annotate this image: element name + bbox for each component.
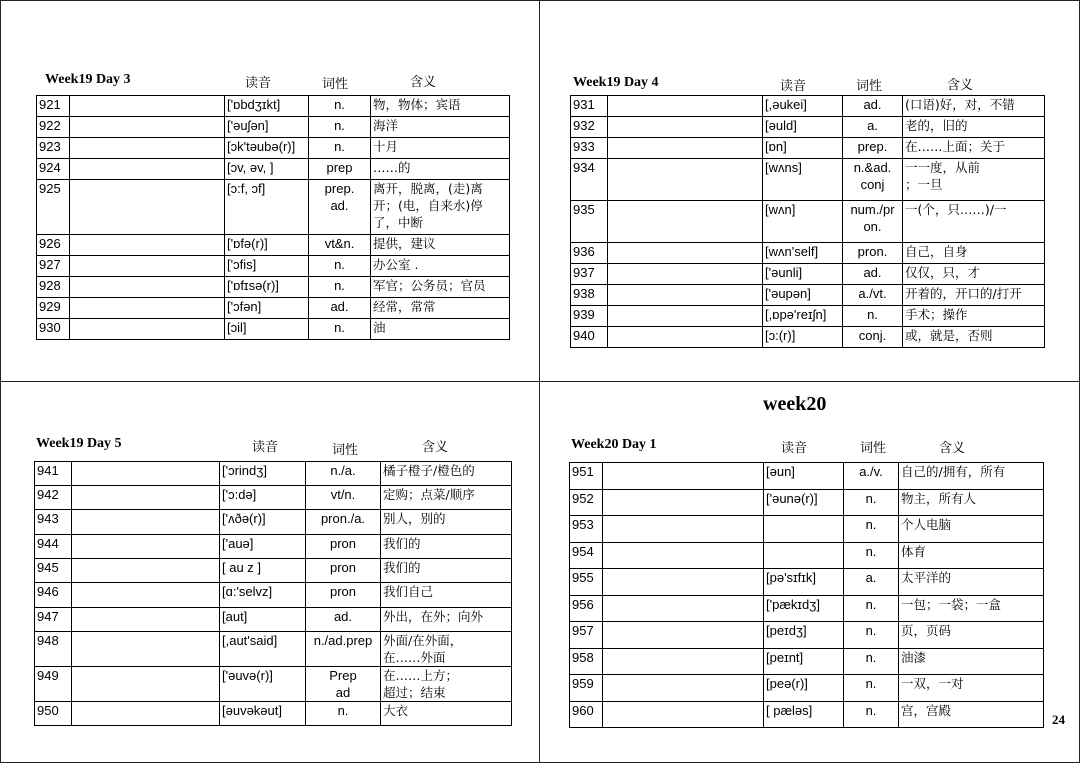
meaning-cell: 办公室 . bbox=[371, 256, 510, 277]
word-cell bbox=[603, 490, 764, 516]
header-meaning: 含义 bbox=[947, 78, 974, 93]
meaning-cell: 离开，脱离，(走)离 开；(电，自来水)停 了，中断 bbox=[371, 180, 510, 235]
meaning-cell: 油漆 bbox=[899, 649, 1044, 675]
meaning-cell: 经常，常常 bbox=[371, 298, 510, 319]
meaning-cell: 我们的 bbox=[381, 559, 512, 583]
part-of-speech-cell: n. bbox=[309, 117, 371, 138]
pronunciation-cell: [wʌn] bbox=[763, 201, 843, 243]
word-cell bbox=[70, 235, 225, 256]
pronunciation-cell: [ɔil] bbox=[225, 319, 309, 340]
meaning-cell: 十月 bbox=[371, 138, 510, 159]
part-of-speech-cell: n.&ad. conj bbox=[843, 159, 903, 201]
panel-title-week20-day1: Week20 Day 1 bbox=[571, 437, 657, 452]
word-cell bbox=[70, 256, 225, 277]
table-row bbox=[35, 462, 512, 486]
part-of-speech-cell: n. bbox=[844, 622, 899, 649]
part-of-speech-cell: n. bbox=[309, 277, 371, 298]
table-row bbox=[35, 583, 512, 608]
pronunciation-cell: ['əuʃən] bbox=[225, 117, 309, 138]
meaning-cell: 手术；操作 bbox=[903, 306, 1045, 327]
word-number: 925 bbox=[37, 180, 70, 235]
part-of-speech-cell: n. bbox=[309, 319, 371, 340]
word-cell bbox=[608, 243, 763, 264]
part-of-speech-cell: n./a. bbox=[306, 462, 381, 486]
word-cell bbox=[603, 463, 764, 490]
word-number: 956 bbox=[570, 596, 603, 622]
word-number: 951 bbox=[570, 463, 603, 490]
table-row bbox=[570, 596, 1044, 622]
table-row bbox=[37, 319, 510, 340]
word-number: 952 bbox=[570, 490, 603, 516]
word-number: 954 bbox=[570, 543, 603, 569]
word-cell bbox=[70, 319, 225, 340]
word-cell bbox=[70, 277, 225, 298]
word-cell bbox=[603, 569, 764, 596]
meaning-cell: 一双，一对 bbox=[899, 675, 1044, 702]
header-pos: 词性 bbox=[322, 77, 349, 92]
table-row bbox=[571, 327, 1045, 348]
table-row bbox=[570, 675, 1044, 702]
meaning-cell: 老的，旧的 bbox=[903, 117, 1045, 138]
table-row bbox=[571, 138, 1045, 159]
table-row bbox=[37, 96, 510, 117]
pronunciation-cell: ['ɔfən] bbox=[225, 298, 309, 319]
word-number: 942 bbox=[35, 486, 72, 510]
meaning-cell: 定购；点菜/顺序 bbox=[381, 486, 512, 510]
meaning-cell: 体育 bbox=[899, 543, 1044, 569]
word-number: 934 bbox=[571, 159, 608, 201]
word-number: 933 bbox=[571, 138, 608, 159]
word-cell bbox=[603, 675, 764, 702]
meaning-cell: 页，页码 bbox=[899, 622, 1044, 649]
word-number: 930 bbox=[37, 319, 70, 340]
part-of-speech-cell: n. bbox=[844, 543, 899, 569]
header-pos: 词性 bbox=[332, 443, 359, 458]
word-number: 957 bbox=[570, 622, 603, 649]
word-number: 921 bbox=[37, 96, 70, 117]
vocab-table-week20-day1 bbox=[569, 462, 1044, 728]
word-number: 940 bbox=[571, 327, 608, 348]
table-row bbox=[37, 277, 510, 298]
table-row bbox=[35, 510, 512, 535]
word-number: 939 bbox=[571, 306, 608, 327]
meaning-cell: 一包；一袋；一盒 bbox=[899, 596, 1044, 622]
table-row bbox=[570, 516, 1044, 543]
pronunciation-cell: [ pæləs] bbox=[764, 702, 844, 728]
word-cell bbox=[603, 649, 764, 675]
word-cell bbox=[70, 159, 225, 180]
meaning-cell: (口语)好，对，不错 bbox=[903, 96, 1045, 117]
word-cell bbox=[608, 285, 763, 306]
word-cell bbox=[70, 96, 225, 117]
meaning-cell: 外面/在外面， 在……外面 bbox=[381, 632, 512, 667]
table-row bbox=[570, 490, 1044, 516]
part-of-speech-cell: ad. bbox=[309, 298, 371, 319]
meaning-cell: 大衣 bbox=[381, 702, 512, 726]
meaning-cell: 别人，别的 bbox=[381, 510, 512, 535]
meaning-cell: 油 bbox=[371, 319, 510, 340]
table-row bbox=[37, 298, 510, 319]
header-reading: 读音 bbox=[781, 441, 808, 456]
part-of-speech-cell: ad. bbox=[843, 96, 903, 117]
part-of-speech-cell: n. bbox=[844, 702, 899, 728]
part-of-speech-cell: n. bbox=[309, 138, 371, 159]
panel-title-week19-day4: Week19 Day 4 bbox=[573, 75, 659, 90]
meaning-cell: 自己的/拥有，所有 bbox=[899, 463, 1044, 490]
word-cell bbox=[608, 327, 763, 348]
meaning-cell: 军官；公务员；官员 bbox=[371, 277, 510, 298]
part-of-speech-cell: prep bbox=[309, 159, 371, 180]
vocab-table-week19-day3 bbox=[36, 95, 510, 340]
pronunciation-cell: [ɔ:f, ɔf] bbox=[225, 180, 309, 235]
meaning-cell: 在……上面；关于 bbox=[903, 138, 1045, 159]
pronunciation-cell: [,əukei] bbox=[763, 96, 843, 117]
header-pos: 词性 bbox=[856, 79, 883, 94]
word-number: 959 bbox=[570, 675, 603, 702]
meaning-cell: 物，物体；宾语 bbox=[371, 96, 510, 117]
part-of-speech-cell: n./ad.prep bbox=[306, 632, 381, 667]
word-number: 938 bbox=[571, 285, 608, 306]
part-of-speech-cell: pron bbox=[306, 535, 381, 559]
word-cell bbox=[603, 622, 764, 649]
part-of-speech-cell: a. bbox=[844, 569, 899, 596]
word-number: 941 bbox=[35, 462, 72, 486]
vocab-table-week19-day5 bbox=[34, 461, 512, 726]
part-of-speech-cell: conj. bbox=[843, 327, 903, 348]
word-cell bbox=[70, 180, 225, 235]
word-cell bbox=[72, 486, 220, 510]
word-cell bbox=[603, 596, 764, 622]
word-number: 927 bbox=[37, 256, 70, 277]
part-of-speech-cell: n. bbox=[844, 675, 899, 702]
pronunciation-cell: [peə(r)] bbox=[764, 675, 844, 702]
pronunciation-cell: ['əuvə(r)] bbox=[220, 667, 306, 702]
table-row bbox=[571, 117, 1045, 138]
word-number: 960 bbox=[570, 702, 603, 728]
word-number: 948 bbox=[35, 632, 72, 667]
table-row bbox=[35, 702, 512, 726]
pronunciation-cell: [ɔk'təubə(r)] bbox=[225, 138, 309, 159]
table-row bbox=[35, 535, 512, 559]
meaning-cell: 宫，宫殿 bbox=[899, 702, 1044, 728]
pronunciation-cell: [ɔv, əv, ] bbox=[225, 159, 309, 180]
word-number: 922 bbox=[37, 117, 70, 138]
word-cell bbox=[608, 201, 763, 243]
part-of-speech-cell: n. bbox=[844, 649, 899, 675]
pronunciation-cell: ['ɔfis] bbox=[225, 256, 309, 277]
word-number: 958 bbox=[570, 649, 603, 675]
part-of-speech-cell: a. bbox=[843, 117, 903, 138]
word-number: 953 bbox=[570, 516, 603, 543]
word-cell bbox=[72, 702, 220, 726]
word-cell bbox=[608, 306, 763, 327]
table-row bbox=[37, 256, 510, 277]
pronunciation-cell: [əuld] bbox=[763, 117, 843, 138]
pronunciation-cell bbox=[764, 543, 844, 569]
meaning-cell: 我们的 bbox=[381, 535, 512, 559]
pronunciation-cell: [wʌns] bbox=[763, 159, 843, 201]
pronunciation-cell: ['əunli] bbox=[763, 264, 843, 285]
meaning-cell: 海洋 bbox=[371, 117, 510, 138]
meaning-cell: 个人电脑 bbox=[899, 516, 1044, 543]
meaning-cell: ……的 bbox=[371, 159, 510, 180]
pronunciation-cell: ['əunə(r)] bbox=[764, 490, 844, 516]
table-row bbox=[37, 180, 510, 235]
word-cell bbox=[72, 632, 220, 667]
pronunciation-cell: [ɑ:'selvz] bbox=[220, 583, 306, 608]
word-number: 926 bbox=[37, 235, 70, 256]
word-cell bbox=[603, 702, 764, 728]
part-of-speech-cell: n. bbox=[309, 256, 371, 277]
header-reading: 读音 bbox=[780, 79, 807, 94]
panel-title-week19-day3: Week19 Day 3 bbox=[45, 72, 131, 87]
pronunciation-cell: ['ɒfɪsə(r)] bbox=[225, 277, 309, 298]
pronunciation-cell: [peɪnt] bbox=[764, 649, 844, 675]
table-row bbox=[37, 159, 510, 180]
table-row bbox=[35, 667, 512, 702]
pronunciation-cell: ['əupən] bbox=[763, 285, 843, 306]
part-of-speech-cell: n. bbox=[844, 516, 899, 543]
page-number: 24 bbox=[1052, 712, 1065, 727]
word-number: 923 bbox=[37, 138, 70, 159]
word-number: 947 bbox=[35, 608, 72, 632]
part-of-speech-cell: num./pr on. bbox=[843, 201, 903, 243]
pronunciation-cell: ['ʌðə(r)] bbox=[220, 510, 306, 535]
pronunciation-cell: ['ɒbdʒɪkt] bbox=[225, 96, 309, 117]
table-row bbox=[37, 138, 510, 159]
word-number: 924 bbox=[37, 159, 70, 180]
word-cell bbox=[608, 138, 763, 159]
meaning-cell: 开着的，开口的/打开 bbox=[903, 285, 1045, 306]
pronunciation-cell: [ au z ] bbox=[220, 559, 306, 583]
word-cell bbox=[72, 462, 220, 486]
word-cell bbox=[608, 96, 763, 117]
pronunciation-cell: [aut] bbox=[220, 608, 306, 632]
pronunciation-cell: [,ɒpə'reɪʃn] bbox=[763, 306, 843, 327]
part-of-speech-cell: vt&n. bbox=[309, 235, 371, 256]
table-row bbox=[570, 649, 1044, 675]
pronunciation-cell: [əuvəkəut] bbox=[220, 702, 306, 726]
part-of-speech-cell: ad. bbox=[843, 264, 903, 285]
word-number: 946 bbox=[35, 583, 72, 608]
header-meaning: 含义 bbox=[410, 75, 437, 90]
table-row bbox=[570, 569, 1044, 596]
word-cell bbox=[608, 264, 763, 285]
part-of-speech-cell: pron bbox=[306, 583, 381, 608]
table-row bbox=[571, 243, 1045, 264]
word-number: 937 bbox=[571, 264, 608, 285]
part-of-speech-cell: pron./a. bbox=[306, 510, 381, 535]
word-number: 936 bbox=[571, 243, 608, 264]
pronunciation-cell: ['ɒfə(r)] bbox=[225, 235, 309, 256]
part-of-speech-cell: pron bbox=[306, 559, 381, 583]
table-row bbox=[571, 201, 1045, 243]
header-reading: 读音 bbox=[252, 440, 279, 455]
part-of-speech-cell: n. bbox=[843, 306, 903, 327]
word-number: 929 bbox=[37, 298, 70, 319]
part-of-speech-cell: pron. bbox=[843, 243, 903, 264]
word-cell bbox=[72, 667, 220, 702]
word-cell bbox=[603, 543, 764, 569]
meaning-cell: 提供，建议 bbox=[371, 235, 510, 256]
meaning-cell: 一一度，从前 ；一旦 bbox=[903, 159, 1045, 201]
meaning-cell: 太平洋的 bbox=[899, 569, 1044, 596]
header-meaning: 含义 bbox=[939, 441, 966, 456]
table-row bbox=[37, 117, 510, 138]
meaning-cell: 橘子橙子/橙色的 bbox=[381, 462, 512, 486]
table-row bbox=[571, 306, 1045, 327]
part-of-speech-cell: n. bbox=[309, 96, 371, 117]
part-of-speech-cell: Prep ad bbox=[306, 667, 381, 702]
pronunciation-cell: [ɒn] bbox=[763, 138, 843, 159]
word-cell bbox=[72, 510, 220, 535]
part-of-speech-cell: a./v. bbox=[844, 463, 899, 490]
word-number: 944 bbox=[35, 535, 72, 559]
word-cell bbox=[70, 298, 225, 319]
table-row bbox=[35, 559, 512, 583]
word-cell bbox=[72, 535, 220, 559]
word-number: 943 bbox=[35, 510, 72, 535]
word-cell bbox=[70, 117, 225, 138]
word-cell bbox=[72, 559, 220, 583]
table-row bbox=[35, 486, 512, 510]
table-row bbox=[35, 632, 512, 667]
word-cell bbox=[603, 516, 764, 543]
word-number: 935 bbox=[571, 201, 608, 243]
header-reading: 读音 bbox=[245, 76, 272, 91]
word-number: 945 bbox=[35, 559, 72, 583]
table-row bbox=[571, 96, 1045, 117]
word-cell bbox=[608, 159, 763, 201]
part-of-speech-cell: prep. bbox=[843, 138, 903, 159]
pronunciation-cell: [wʌn'self] bbox=[763, 243, 843, 264]
panel-title-week19-day5: Week19 Day 5 bbox=[36, 436, 122, 451]
pronunciation-cell: ['ɔ:də] bbox=[220, 486, 306, 510]
table-row bbox=[570, 702, 1044, 728]
meaning-cell: 我们自己 bbox=[381, 583, 512, 608]
pronunciation-cell bbox=[764, 516, 844, 543]
table-row bbox=[571, 264, 1045, 285]
meaning-cell: 物主，所有人 bbox=[899, 490, 1044, 516]
meaning-cell: 仅仅，只，才 bbox=[903, 264, 1045, 285]
pronunciation-cell: [,aut'said] bbox=[220, 632, 306, 667]
part-of-speech-cell: a./vt. bbox=[843, 285, 903, 306]
horizontal-divider bbox=[0, 381, 1080, 382]
table-row bbox=[35, 608, 512, 632]
pronunciation-cell: [ɔ:(r)] bbox=[763, 327, 843, 348]
word-number: 955 bbox=[570, 569, 603, 596]
pronunciation-cell: [əun] bbox=[764, 463, 844, 490]
pronunciation-cell: [peɪdʒ] bbox=[764, 622, 844, 649]
header-meaning: 含义 bbox=[422, 440, 449, 455]
header-pos: 词性 bbox=[860, 441, 887, 456]
word-number: 949 bbox=[35, 667, 72, 702]
part-of-speech-cell: n. bbox=[844, 596, 899, 622]
meaning-cell: 一(个，只……)/一 bbox=[903, 201, 1045, 243]
table-row bbox=[571, 285, 1045, 306]
pronunciation-cell: ['ɔrindʒ] bbox=[220, 462, 306, 486]
table-row bbox=[570, 622, 1044, 649]
word-number: 928 bbox=[37, 277, 70, 298]
part-of-speech-cell: n. bbox=[306, 702, 381, 726]
meaning-cell: 在……上方； 超过；结束 bbox=[381, 667, 512, 702]
table-row bbox=[570, 463, 1044, 490]
part-of-speech-cell: vt/n. bbox=[306, 486, 381, 510]
part-of-speech-cell: prep. ad. bbox=[309, 180, 371, 235]
table-row bbox=[571, 159, 1045, 201]
pronunciation-cell: [pə'sɪfɪk] bbox=[764, 569, 844, 596]
week20-title: week20 bbox=[763, 393, 827, 415]
vocab-table-week19-day4 bbox=[570, 95, 1045, 348]
table-row bbox=[570, 543, 1044, 569]
meaning-cell: 外出，在外；向外 bbox=[381, 608, 512, 632]
pronunciation-cell: ['pækɪdʒ] bbox=[764, 596, 844, 622]
part-of-speech-cell: ad. bbox=[306, 608, 381, 632]
word-number: 950 bbox=[35, 702, 72, 726]
part-of-speech-cell: n. bbox=[844, 490, 899, 516]
word-cell bbox=[72, 583, 220, 608]
word-cell bbox=[72, 608, 220, 632]
word-cell bbox=[70, 138, 225, 159]
meaning-cell: 自己，自身 bbox=[903, 243, 1045, 264]
meaning-cell: 或，就是，否则 bbox=[903, 327, 1045, 348]
pronunciation-cell: ['auə] bbox=[220, 535, 306, 559]
table-row bbox=[37, 235, 510, 256]
word-number: 931 bbox=[571, 96, 608, 117]
word-number: 932 bbox=[571, 117, 608, 138]
word-cell bbox=[608, 117, 763, 138]
